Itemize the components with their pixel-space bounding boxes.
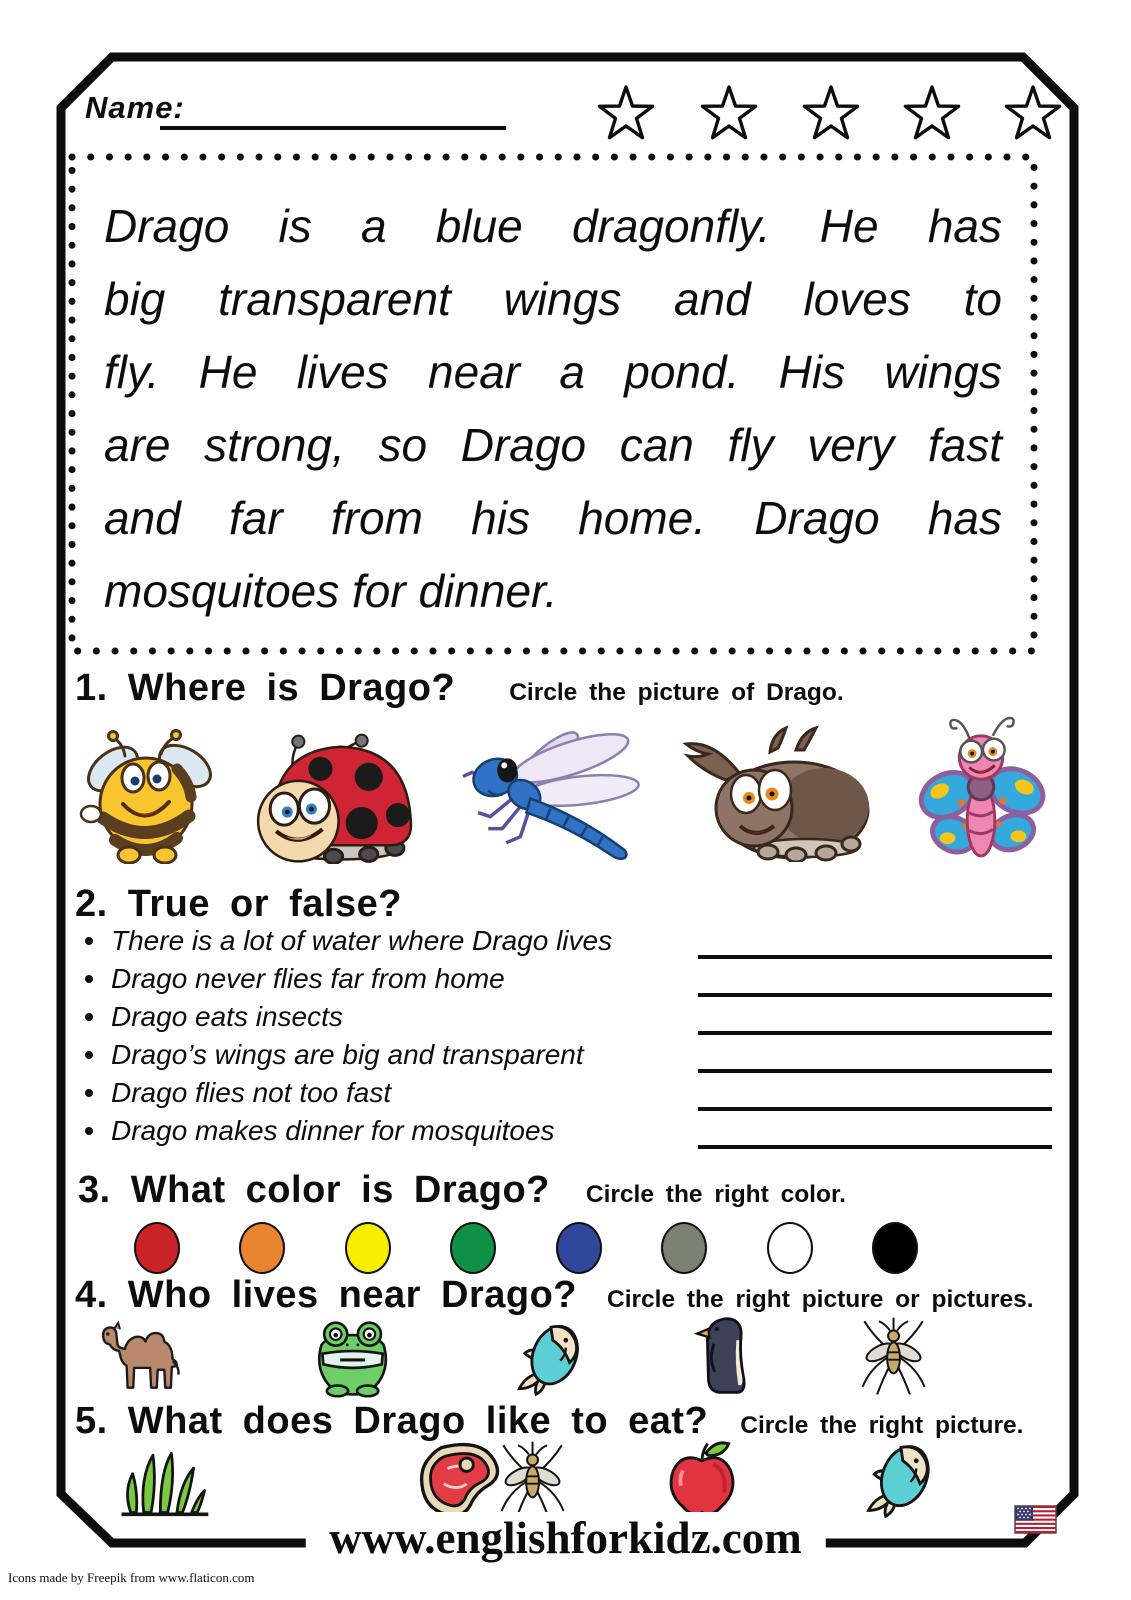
- tf-statement-text: Drago eats insects: [111, 1001, 343, 1032]
- tf-statement: [85, 961, 505, 997]
- dragonfly-picture[interactable]: [450, 720, 656, 866]
- answer-line[interactable]: [698, 1107, 1052, 1111]
- color-option-green[interactable]: [450, 1222, 496, 1274]
- color-option-white[interactable]: [767, 1222, 813, 1274]
- bullet-icon: [85, 937, 93, 945]
- q4-title: 4. Who lives near Drago?: [75, 1274, 577, 1316]
- tf-statement: [85, 1075, 391, 1111]
- bullet-icon: [85, 1013, 93, 1021]
- q1-instruction: Circle the picture of Drago.: [509, 679, 844, 706]
- tf-statement-text: Drago flies not too fast: [111, 1077, 392, 1108]
- bullet-icon: [85, 1089, 93, 1097]
- q1-title: 1. Where is Drago?: [75, 667, 456, 709]
- mosquito-picture[interactable]: [851, 1314, 937, 1398]
- q4-instruction: Circle the right picture or pictures.: [607, 1286, 1034, 1313]
- us-flag-icon: [1014, 1505, 1058, 1535]
- answer-line[interactable]: [698, 1069, 1052, 1073]
- q5-title: 5. What does Drago like to eat?: [75, 1400, 709, 1442]
- butterfly-picture[interactable]: [918, 710, 1046, 868]
- q3-instruction: Circle the right color.: [585, 1181, 846, 1208]
- tf-statement-text: Drago makes dinner for mosquitoes: [111, 1115, 555, 1146]
- bee-picture[interactable]: [72, 724, 224, 864]
- tf-statement: [85, 1037, 584, 1073]
- color-option-orange[interactable]: [239, 1222, 285, 1274]
- frog-picture[interactable]: [306, 1320, 400, 1398]
- color-option-yellow[interactable]: [345, 1222, 391, 1274]
- tf-statement-text: Drago never flies far from home: [111, 963, 505, 994]
- answer-line[interactable]: [698, 1031, 1052, 1035]
- q3-title: 3. What color is Drago?: [78, 1169, 550, 1211]
- reading-passage: [104, 190, 1002, 628]
- passage-line: big transparent wings and loves to: [104, 273, 1002, 325]
- answer-line[interactable]: [698, 955, 1052, 959]
- color-option-red[interactable]: [134, 1222, 180, 1274]
- website-link[interactable]: www.englishforkidz.com: [305, 1512, 826, 1564]
- passage-line: mosquitoes for dinner.: [104, 565, 558, 617]
- ladybug-picture[interactable]: [240, 732, 416, 864]
- icon-credit-text: Icons made by Freepik from www.flaticon.com: [8, 1570, 255, 1585]
- q2-title: 2. True or false?: [75, 883, 402, 925]
- tf-statement-text: Drago’s wings are big and transparent: [111, 1039, 584, 1070]
- answer-line[interactable]: [698, 1145, 1052, 1149]
- bullet-icon: [85, 1127, 93, 1135]
- color-option-gray[interactable]: [661, 1222, 707, 1274]
- passage-line: Drago is a blue dragonfly. He has: [104, 200, 1002, 252]
- passage-line: fly. He lives near a pond. His wings: [104, 346, 1002, 398]
- color-option-black[interactable]: [872, 1222, 918, 1274]
- mosquito-picture[interactable]: [494, 1438, 572, 1522]
- grass-picture[interactable]: [108, 1446, 220, 1518]
- bullet-icon: [85, 1051, 93, 1059]
- apple-picture[interactable]: [659, 1438, 745, 1522]
- fish-picture[interactable]: [506, 1316, 594, 1398]
- passage-line: and far from his home. Drago has: [104, 492, 1002, 544]
- name-label: Name:: [85, 90, 185, 125]
- tf-statement: [85, 1113, 555, 1149]
- tf-statement: [85, 999, 343, 1035]
- passage-line: are strong, so Drago can fly very fast: [104, 419, 1002, 471]
- fish-picture[interactable]: [855, 1436, 945, 1520]
- color-option-blue[interactable]: [556, 1222, 602, 1274]
- q5-instruction: Circle the right picture.: [740, 1412, 1024, 1439]
- beetle-picture[interactable]: [674, 722, 874, 862]
- tf-statement: [85, 923, 612, 959]
- answer-line[interactable]: [698, 993, 1052, 997]
- tf-statement-text: There is a lot of water where Drago lives: [111, 925, 613, 956]
- penguin-picture[interactable]: [694, 1314, 762, 1398]
- bullet-icon: [85, 975, 93, 983]
- camel-picture[interactable]: [94, 1318, 196, 1398]
